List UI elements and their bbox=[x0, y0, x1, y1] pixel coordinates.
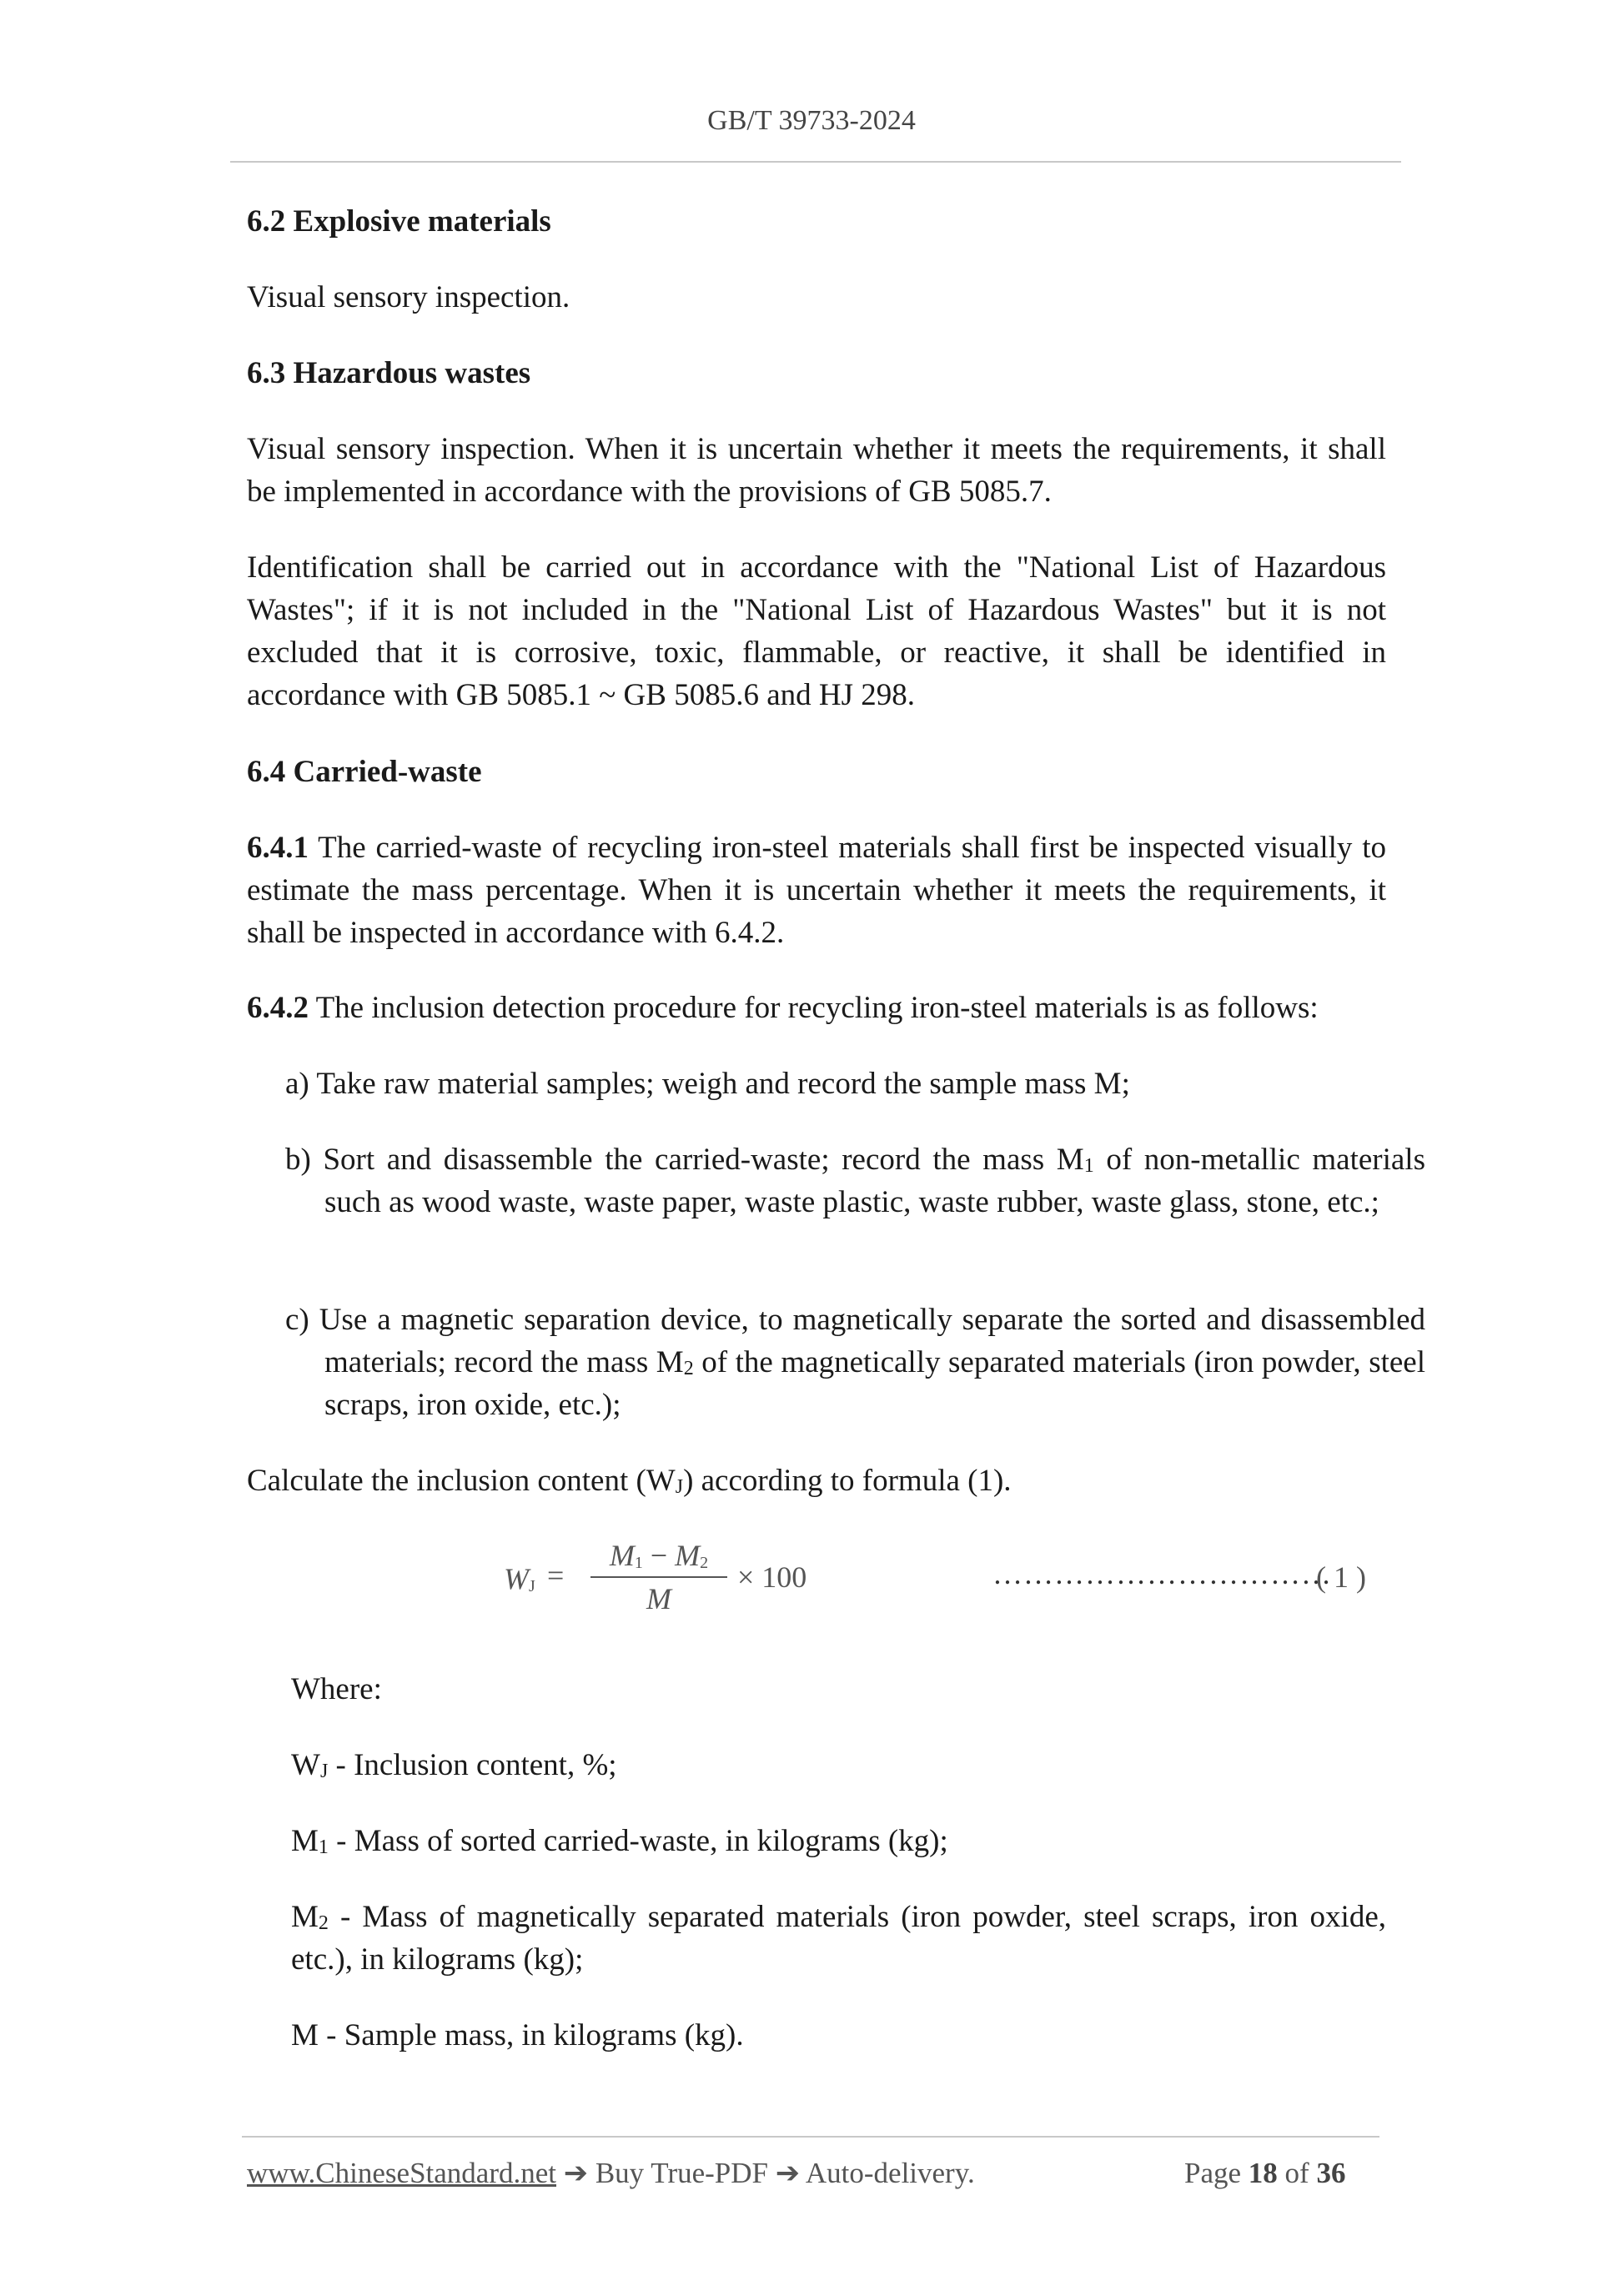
list-item-a: a) Take raw material samples; weigh and record the sample mass M; bbox=[285, 1067, 1130, 1101]
definition-m2 bbox=[291, 1896, 1386, 1981]
formula-multiplier: × 100 bbox=[737, 1560, 807, 1594]
header-divider bbox=[230, 161, 1401, 163]
subscript: 2 bbox=[683, 1358, 694, 1379]
calc-text-end: ) according to formula (1). bbox=[683, 1464, 1012, 1498]
formula-symbol: W bbox=[504, 1562, 529, 1595]
symbol: W bbox=[291, 1748, 320, 1782]
subscript: 1 bbox=[634, 1554, 643, 1572]
calc-sentence bbox=[247, 1459, 1386, 1502]
where-label: Where: bbox=[291, 1672, 382, 1706]
document-code: GB/T 39733-2024 bbox=[707, 105, 916, 136]
fraction-bar bbox=[590, 1576, 727, 1578]
footer-promo bbox=[247, 2157, 975, 2190]
formula-numerator bbox=[590, 1536, 727, 1575]
formula-minus: − bbox=[642, 1539, 676, 1572]
heading-6-4: 6.4 Carried-waste bbox=[247, 755, 482, 789]
list-item-c-text-end: of the magnetically separated materials (iron powder, steel scraps, iron oxide, etc.); bbox=[324, 1345, 1425, 1422]
definition-wj bbox=[291, 1744, 1386, 1786]
formula-number: ( 1 ) bbox=[1316, 1560, 1366, 1594]
paragraph-6-4-1 bbox=[247, 826, 1386, 954]
subscript: 2 bbox=[318, 1912, 329, 1934]
subscript: 1 bbox=[1083, 1155, 1094, 1177]
website-link[interactable]: www.ChineseStandard.net bbox=[247, 2157, 556, 2189]
clause-number-6-4-2: 6.4.2 bbox=[247, 991, 309, 1025]
paragraph-6-3-2: Identification shall be carried out in accordance with the "National List of Hazardous Wastes"; if it is not included in the "National List of Hazardous Wastes" but it is not excluded that it is corrosive, toxic, flammable, or reactive, it shall be identified in accordance with GB 5085.1 ~ GB 5085.6 and HJ 298. bbox=[247, 550, 1386, 712]
list-item-b-text-end: of non-metallic materials such as wood waste, waste paper, waste plastic, waste rubber, waste glass, stone, etc.; bbox=[324, 1143, 1425, 1219]
subscript: 2 bbox=[700, 1554, 709, 1572]
formula-fraction bbox=[590, 1536, 727, 1618]
clause-text-6-4-1: The carried-waste of recycling iron-steel materials shall first be inspected visually to estimate the mass percentage. When it is uncertain whether it meets the requirements, it shall be inspected in accordance with 6.4.2. bbox=[247, 831, 1386, 950]
heading-6-2: 6.2 Explosive materials bbox=[247, 204, 551, 239]
heading-6-3: 6.3 Hazardous wastes bbox=[247, 356, 531, 390]
clause-text-6-4-2: The inclusion detection procedure for recycling iron-steel materials is as follows: bbox=[309, 991, 1319, 1025]
page-label: Page bbox=[1184, 2157, 1242, 2189]
definition-m1 bbox=[291, 1820, 1386, 1862]
footer-promo-text: ➔ Buy True-PDF ➔ Auto-delivery. bbox=[556, 2157, 975, 2189]
clause-number-6-4-1: 6.4.1 bbox=[247, 831, 309, 865]
paragraph-6-3-1: Visual sensory inspection. When it is uncertain whether it meets the requirements, it shall be implemented in accordance with the provisions of GB 5085.7. bbox=[247, 432, 1386, 509]
formula-1 bbox=[504, 1536, 1388, 1628]
formula-symbol: M bbox=[609, 1539, 635, 1572]
definition-m: M - Sample mass, in kilograms (kg). bbox=[291, 2018, 744, 2052]
formula-denominator: M bbox=[646, 1582, 671, 1615]
list-item-c-text: c) Use a magnetic separation device, to magnetically separate the sorted and disassembled materials; record the mass M bbox=[285, 1303, 1425, 1379]
definition-text: - Mass of magnetically separated materials (iron powder, steel scraps, iron oxide, etc.), in kilograms (kg); bbox=[291, 1900, 1386, 1977]
list-item-c bbox=[285, 1299, 1425, 1426]
list-item-b-text: b) Sort and disassemble the carried-waste; record the mass M bbox=[285, 1143, 1084, 1177]
formula-leader-dots: …………………………… bbox=[992, 1557, 1332, 1590]
paragraph-6-4-2 bbox=[247, 987, 1386, 1029]
page-number: 18 bbox=[1248, 2157, 1278, 2189]
calc-text: Calculate the inclusion content (W bbox=[247, 1464, 676, 1498]
subscript: J bbox=[529, 1577, 535, 1595]
formula-symbol: M bbox=[675, 1539, 701, 1572]
formula-lhs bbox=[504, 1561, 535, 1596]
footer-divider bbox=[242, 2136, 1379, 2138]
subscript: 1 bbox=[318, 1836, 329, 1858]
list-item-b bbox=[285, 1138, 1425, 1223]
total-pages: 36 bbox=[1316, 2157, 1346, 2189]
formula-equals: = bbox=[547, 1559, 565, 1592]
text-6-2: Visual sensory inspection. bbox=[247, 280, 570, 314]
subscript: J bbox=[675, 1476, 684, 1498]
symbol: M bbox=[291, 1824, 319, 1858]
subscript: J bbox=[319, 1761, 329, 1782]
definition-text: - Mass of sorted carried-waste, in kilograms (kg); bbox=[328, 1824, 948, 1858]
symbol: M bbox=[291, 1900, 319, 1934]
page-indicator bbox=[1184, 2157, 1345, 2190]
definition-text: - Inclusion content, %; bbox=[328, 1748, 617, 1782]
of-label: of bbox=[1284, 2157, 1309, 2189]
